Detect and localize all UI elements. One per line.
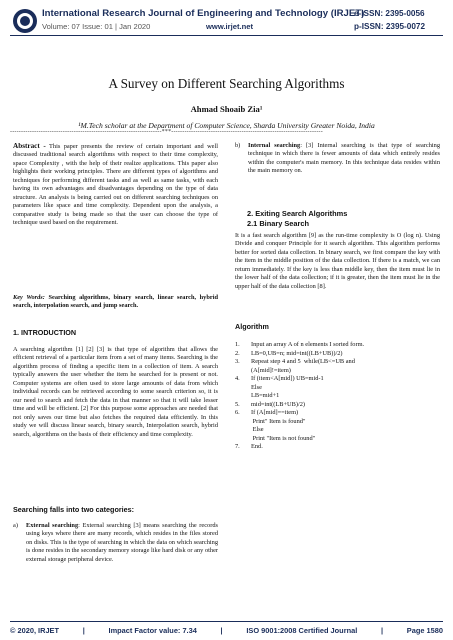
footer-impact-factor: Impact Factor value: 7.34 bbox=[108, 626, 197, 635]
abstract bbox=[13, 142, 218, 228]
step-text: Input an array A of n elements I sorted form. bbox=[251, 341, 365, 348]
footer-copyright: © 2020, IRJET bbox=[10, 626, 59, 635]
step-text: LB=0,UB=n; mid=int((LB+UB))/2) bbox=[251, 349, 343, 357]
keywords-label: Key Words: bbox=[13, 294, 45, 301]
step-text: If (item<A[mid]) UB=mid-1 Else LB=mid+1 bbox=[251, 375, 324, 399]
algorithm-step bbox=[235, 409, 440, 443]
intro-heading: 1. INTRODUCTION bbox=[13, 328, 77, 337]
footer-divider: | bbox=[82, 626, 85, 635]
intro-text: A searching algorithm [1] [2] [3] is that type of algorithm that allows the efficient retrieval of a particular item from a set of many items. Searching is the algorithm process of finding a specific item in a collection of item. A search typically answers the user whether the item he searched for is present or not. Computer systems are often used to store large amounts of data from which individual records can be retrieved according to some search criterion so, it is our need to search and fetch the data in that manner so that it will take lesser time and will be efficient. [2] For this purpose some approaches are needed that not only saves our time but also fetches the required data efficiently. In this study we will discuss linear search, binary search, Interpolation search, hybrid search, algorithms on the basis of their efficiency and time complexity. bbox=[13, 346, 218, 438]
footer-iso: ISO 9001:2008 Certified Journal bbox=[246, 626, 358, 635]
algorithm-heading: Algorithm bbox=[235, 322, 269, 331]
category-item-label: a) bbox=[13, 522, 18, 529]
step-text: Repeat step 4 and 5 while(LB<=UB and (A[mid]!=item) bbox=[251, 358, 355, 374]
footer-divider: | bbox=[220, 626, 223, 635]
step-text: mid=int((LB+UB)/2) bbox=[251, 400, 306, 408]
step-number: 1. bbox=[235, 341, 240, 348]
category-item-term: External searching bbox=[26, 522, 79, 529]
step-number: 2. bbox=[235, 349, 240, 357]
footer-page-number: Page 1580 bbox=[406, 626, 443, 635]
section2-heading: 2. Exiting Search Algorithms bbox=[247, 209, 348, 218]
algorithm-step bbox=[235, 401, 440, 410]
categories-heading: Searching falls into two categories: bbox=[13, 505, 135, 514]
step-number: 4. bbox=[235, 375, 240, 382]
algorithm-step bbox=[235, 375, 440, 401]
algorithm-step bbox=[235, 350, 440, 359]
footer-divider: | bbox=[380, 626, 384, 635]
volume-issue: Volume: 07 Issue: 01 | Jan 2020 bbox=[42, 22, 151, 31]
algorithm-step bbox=[235, 358, 440, 375]
header-rule bbox=[10, 35, 443, 36]
step-text: End. bbox=[251, 443, 263, 450]
keywords-text: Searching algorithms, binary search, linear search, hybrid search, interpolation search, and jump search. bbox=[13, 294, 218, 310]
step-number: 7. bbox=[235, 443, 240, 450]
keywords bbox=[13, 294, 218, 311]
category-item-label: b) bbox=[235, 142, 241, 149]
paper-title: A Survey on Different Searching Algorithms bbox=[108, 76, 345, 91]
binary-search-text: It is a fast search algorithm [9] as the run-time complexity is Ο (log n). Using Divide and conquer Principle for it search algorithm. This algorithm performs better for sorted data collection. In binary search, we first compare the key with the item in the middle position of the data collection. If there is a match, we can return immediately. If the key is less than middle key, then the item must lie in the lower half of the data collection; if it is greater, then the item must lie in the upper half of the data collection [8]. bbox=[235, 232, 440, 290]
pissn: p-ISSN: 2395-0072 bbox=[354, 22, 425, 31]
page-footer bbox=[10, 626, 443, 635]
author-affiliation: ¹M.Tech scholar at the Department of Computer Science, Sharda University Greater Noida, India bbox=[78, 121, 375, 130]
category-item-internal bbox=[235, 142, 440, 176]
step-number: 3. bbox=[235, 358, 240, 365]
eissn: e-ISSN: 2395-0056 bbox=[354, 9, 425, 18]
abstract-label: Abstract - bbox=[13, 142, 46, 150]
category-item-text: : External searching [3] means searching the records using keys where there are many records, which resides in the files stored on disks. This is the type of searching in which the data on which searching is done resides in the secondary memory storage like hard disk or any other external storage peripheral device. bbox=[26, 522, 218, 563]
category-item-text: : [3] Internal searching is that type of searching technique in which there is fewer amounts of data which entirely resides within the computer's main memory. In this technique data resides within the main memory on. bbox=[248, 142, 440, 175]
category-item-external bbox=[13, 522, 218, 564]
category-item-term: Internal searching bbox=[248, 142, 301, 149]
irjet-logo-icon bbox=[12, 8, 38, 34]
author-name: Ahmad Shoaib Zia¹ bbox=[190, 104, 263, 114]
footer-rule bbox=[10, 621, 443, 622]
abstract-text: This paper presents the review of certain important and well discussed traditional search algorithms with respect to their time complexity, space Complexity , with the help of their realize applications. This paper also highlights their working principles. There are different types of algorithms and techniques for performing different tasks and as well as same tasks, with each having its own advantages and disadvantages depending on the type of data structure. An analysis is being carried out on different searching techniques on parameters like space and time complexity. Dependent upon the analysis, a comparative study is being made so that the user can choose the type of technique used based on the requirement. bbox=[13, 143, 218, 227]
step-text: If (A[mid]==item) Print" Item is found" Else Print "Item is not found" bbox=[251, 409, 316, 442]
algorithm-step bbox=[235, 341, 440, 350]
section2-heading-block bbox=[247, 209, 347, 229]
algorithm-step bbox=[235, 443, 440, 452]
step-number: 6. bbox=[235, 409, 240, 416]
journal-website-link[interactable]: www.irjet.net bbox=[206, 22, 253, 31]
title-separator: ---------------------------------------------------------------------***--------------------------------------------------------------------- bbox=[10, 129, 323, 135]
step-number: 5. bbox=[235, 400, 240, 408]
section2-subheading: 2.1 Binary Search bbox=[247, 218, 310, 228]
algorithm-steps bbox=[235, 341, 440, 452]
journal-name: International Research Journal of Engineering and Technology (IRJET) bbox=[42, 8, 365, 19]
